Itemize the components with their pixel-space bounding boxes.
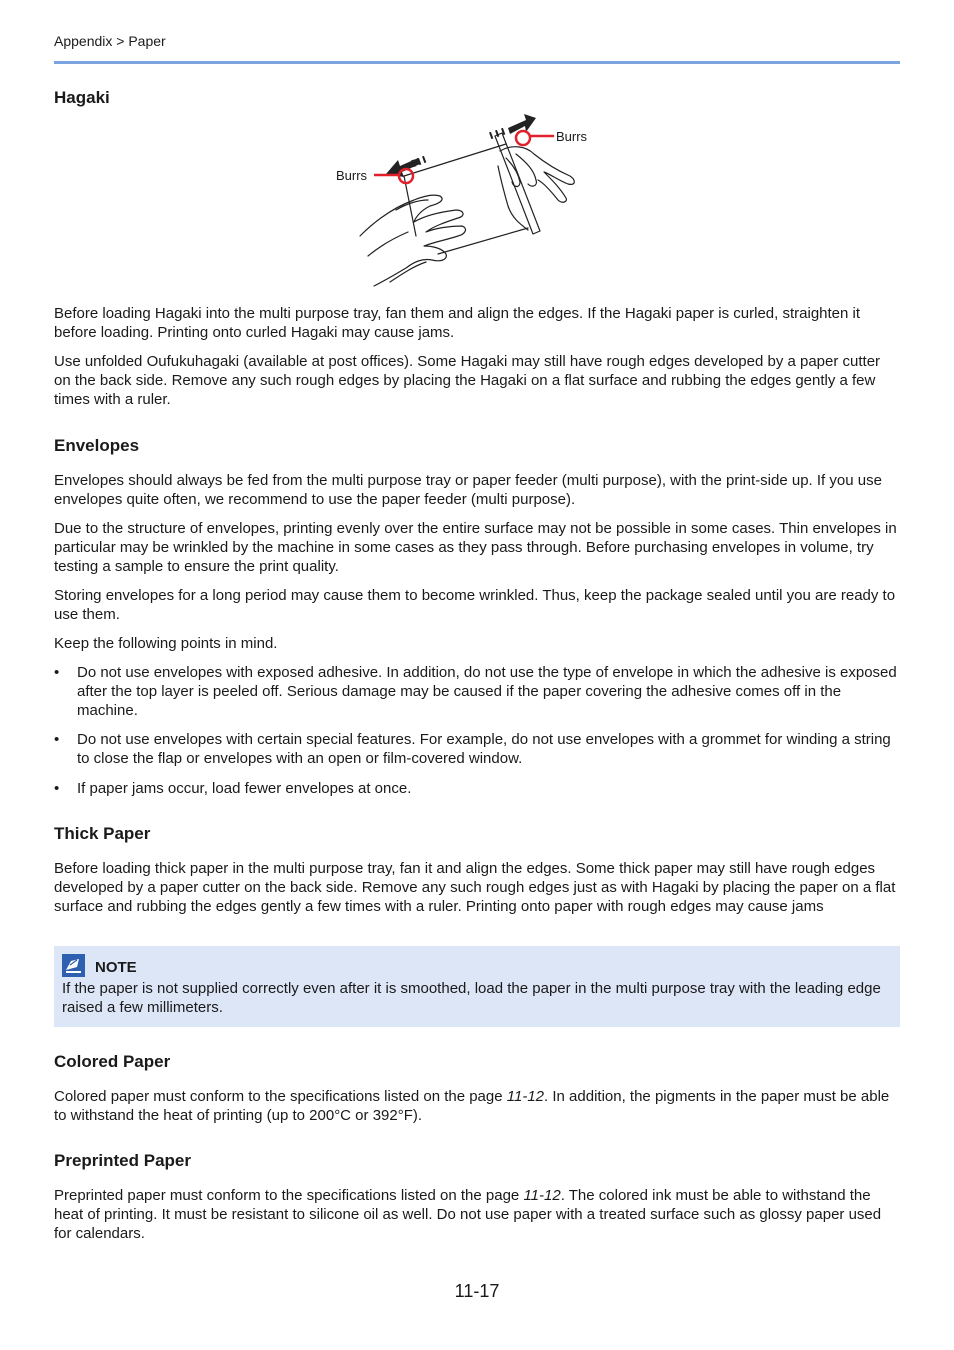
list-item-text: Do not use envelopes with certain special features. For example, do not use envelopes with a grommet for winding a string to close the flap or envelopes with an open or film-covered window. [77,731,891,768]
bullet-dot: • [54,664,60,681]
section-heading-envelopes: Envelopes [54,436,140,455]
preprinted-text-start: Preprinted paper must conform to the specifications listed on the page [54,1187,524,1204]
paper-left-edge [404,176,416,236]
page-number: 11-17 [454,1281,500,1301]
bullet-dot: • [54,780,60,797]
note-text: If the paper is not supplied correctly even after it is smoothed, load the paper in the multi purpose tray with the leading edge raised a few millimeters. [62,980,881,1017]
colored-paper-paragraph [54,1087,900,1125]
hands-fanning-paper-illustration [330,106,600,292]
burrs-label-right: Burrs [556,129,588,144]
breadcrumb: Appendix > Paper [54,33,166,49]
hagaki-fanning-illustration [330,106,600,292]
envelopes-paragraph-3: Storing envelopes for a long period may cause them to become wrinkled. Thus, keep the package sealed until you are ready to use them. [54,587,896,624]
bullet-dot: • [54,731,60,748]
burrs-label-left: Burrs [336,168,368,183]
section-heading-preprinted-paper: Preprinted Paper [54,1151,191,1170]
thick-paper-paragraph: Before loading thick paper in the multi purpose tray, fan it and align the edges. Some thick paper may still have rough edges developed by a paper cutter on the back side. Remove any such rough edges just as with Hagaki by placing the paper on a flat surface and rubbing the edges gently a few times with a ruler. Printing onto paper with rough edges may cause jams [54,860,896,916]
section-heading-hagaki: Hagaki [54,88,110,107]
burr-marker-right [516,131,530,145]
header-divider [54,61,900,64]
note-box [54,946,900,1027]
colored-text-start: Colored paper must conform to the specifications listed on the page [54,1088,507,1105]
right-hand [498,147,574,230]
page-reference-link[interactable]: 11-12 [506,1088,545,1105]
hagaki-paragraph-2: Use unfolded Oufukuhagaki (available at post offices). Some Hagaki may still have rough edges developed by a paper cutter on the back side. Remove any such rough edges by placing the Hagaki on a flat surface and rubbing the edges gently a few times with a ruler. [54,353,881,409]
colored-text-end: . In addition, the pigments in the paper must be able to withstand the heat of printing (up to 200°C or 392°F). [54,1088,890,1125]
section-heading-colored-paper: Colored Paper [54,1052,171,1071]
list-item-text: Do not use envelopes with exposed adhesive. In addition, do not use the type of envelope in which the adhesive is exposed after the top layer is peeled off. Serious damage may be caused if the paper covering the adhesive comes off in the machine. [77,664,897,720]
left-hand [360,195,465,286]
envelopes-paragraph-4: Keep the following points in mind. [54,635,278,652]
paper-bottom-edge [438,228,528,254]
page-reference-link[interactable]: 11-12 [523,1187,561,1204]
preprinted-paper-paragraph [54,1186,900,1244]
list-item-text: If paper jams occur, load fewer envelopes at once. [77,780,412,797]
note-title: NOTE [95,959,137,976]
section-heading-thick-paper: Thick Paper [54,824,151,843]
hagaki-paragraph-1: Before loading Hagaki into the multi purpose tray, fan them and align the edges. If the Hagaki paper is curled, straighten it before loading. Printing onto curled Hagaki may cause jams. [54,305,861,342]
envelopes-paragraph-2: Due to the structure of envelopes, printing evenly over the entire surface may not be possible in some cases. Thin envelopes in particular may be wrinkled by the machine in some cases as they pass through. Before purchasing envelopes in volume, try testing a sample to ensure the print quality. [54,520,897,576]
note-icon [62,954,85,977]
envelopes-paragraph-1: Envelopes should always be fed from the multi purpose tray or paper feeder (multi purpose), with the print-side up. If you use envelopes quite often, we recommend to use the paper feeder (multi purpose). [54,472,882,509]
preprinted-text-end: . The colored ink must be able to withstand the heat of printing. It must be resistant to silicone oil as well. Do not use paper with a treated surface such as glossy paper used for calendars. [54,1187,882,1243]
